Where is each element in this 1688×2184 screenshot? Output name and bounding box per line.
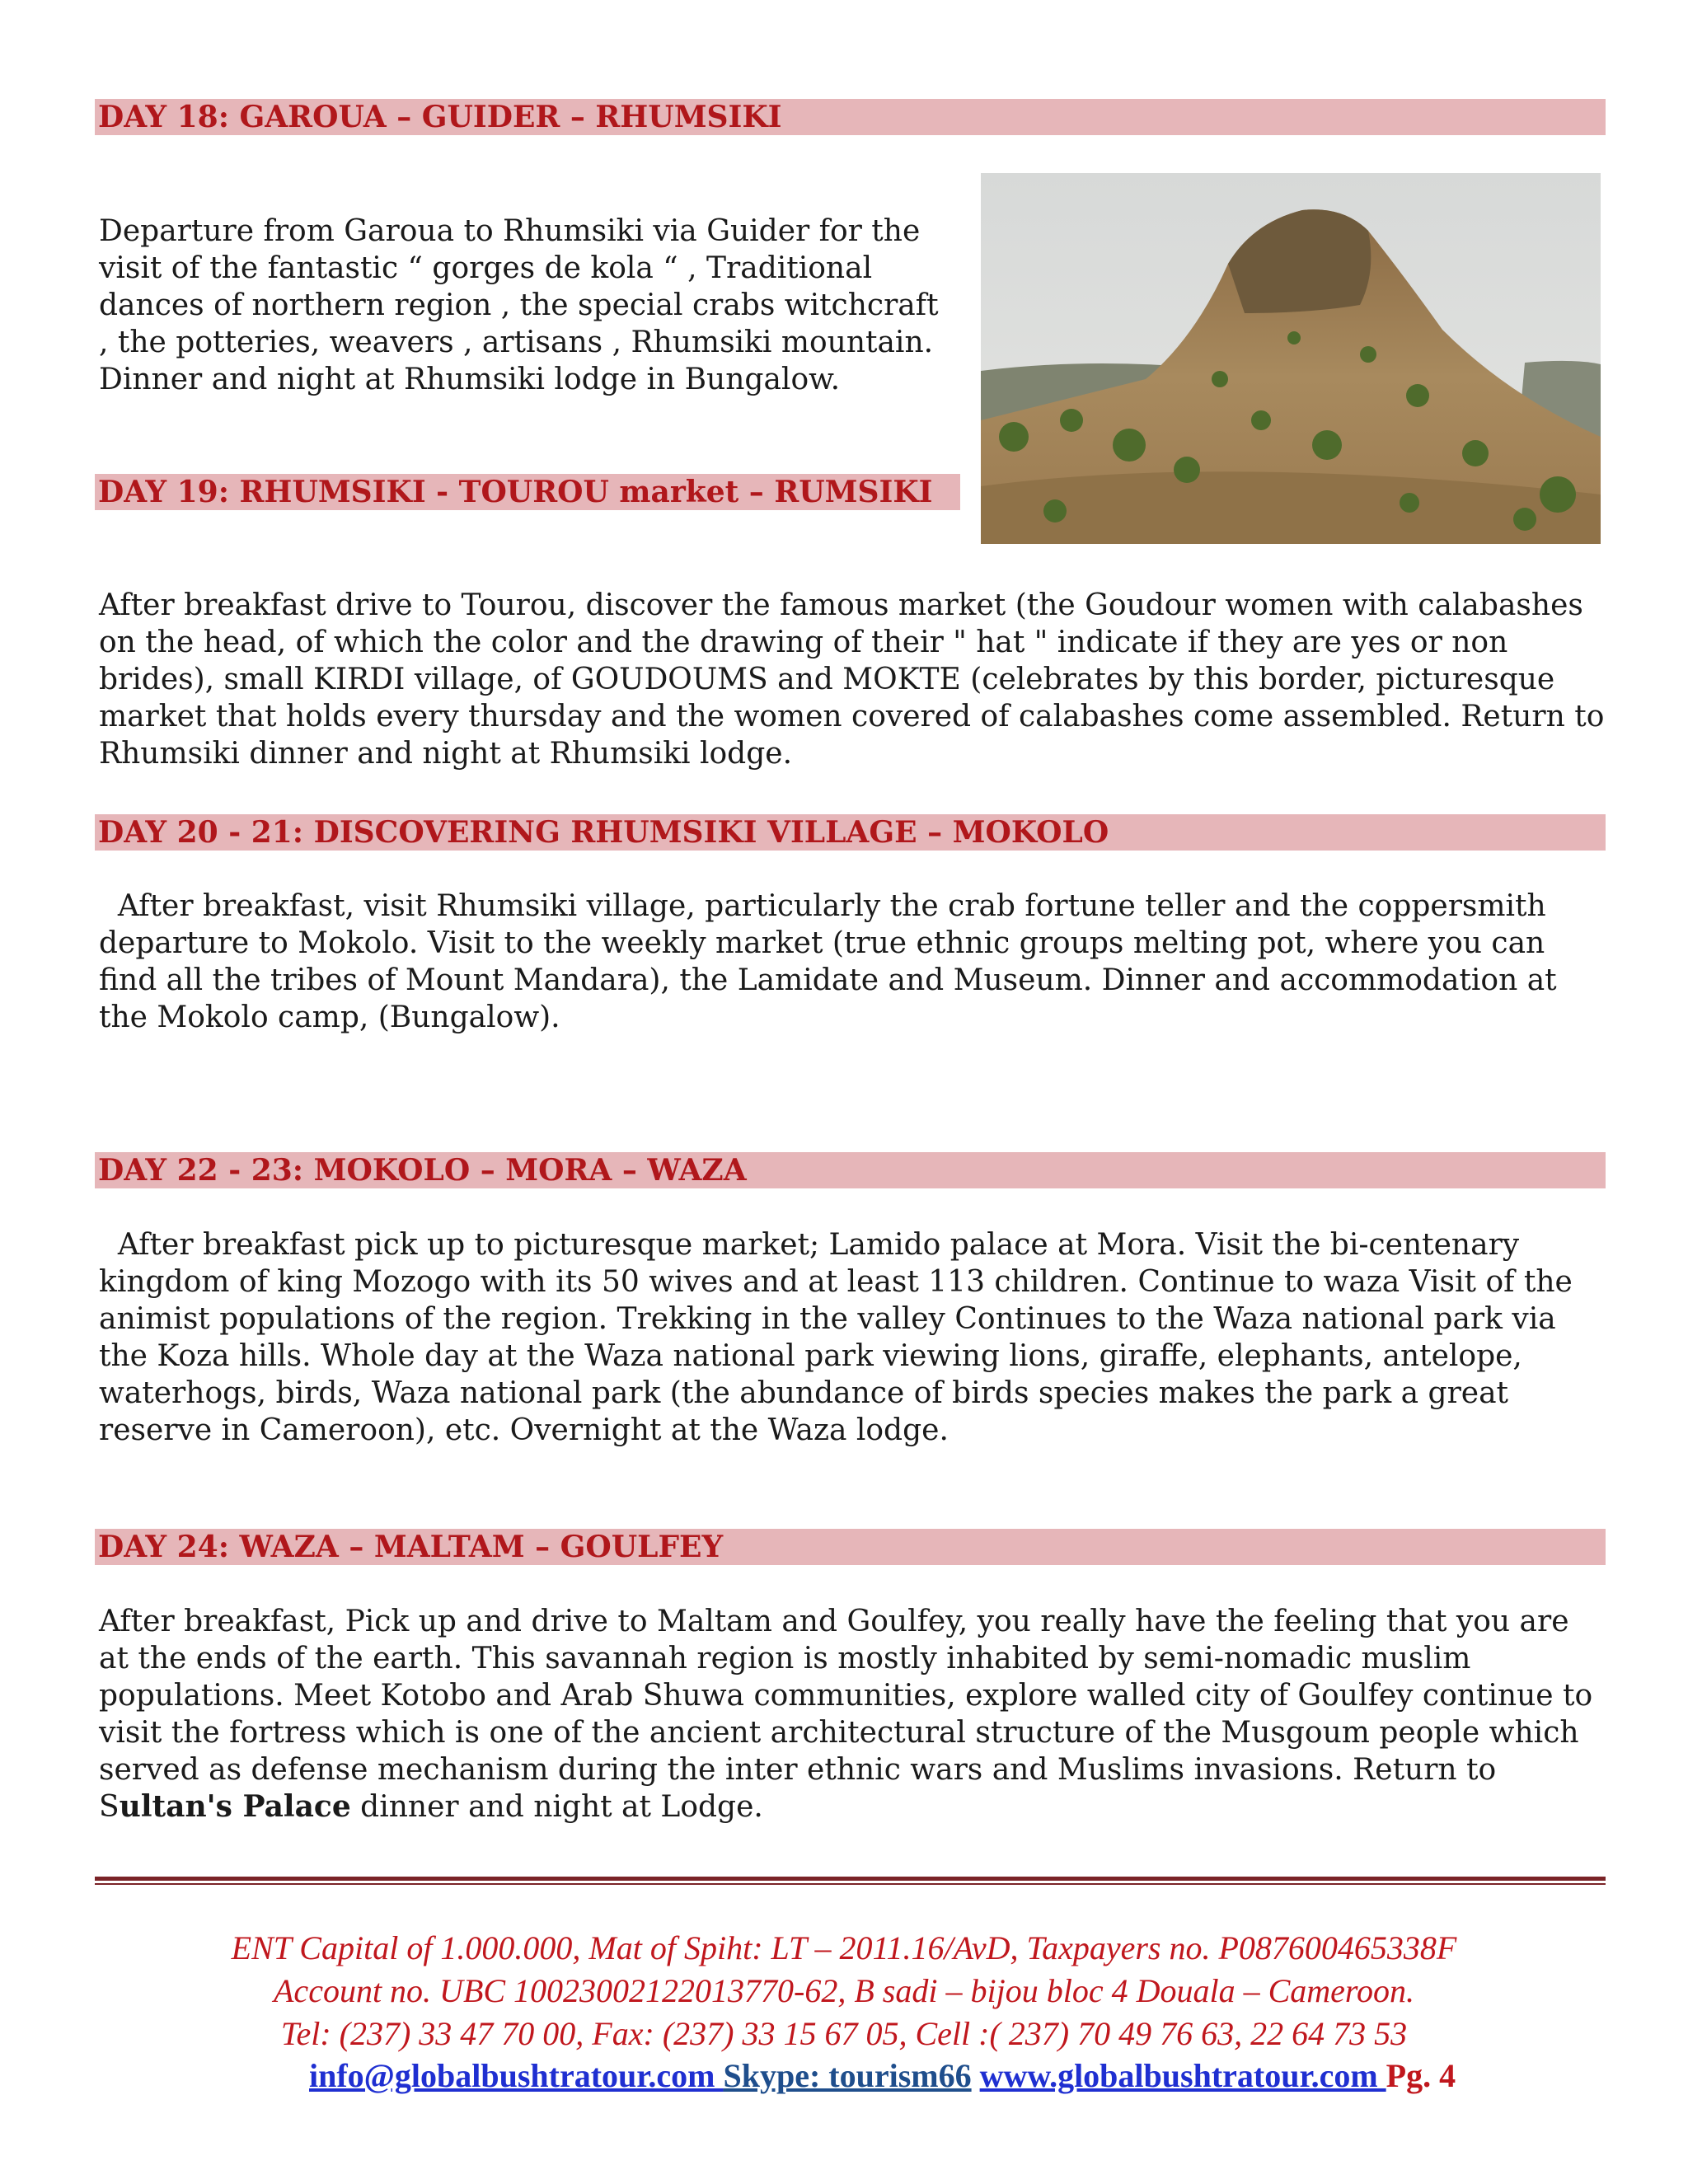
footer-rule-thin (95, 1883, 1606, 1885)
day19-heading: DAY 19: RHUMSIKI - TOUROU market – RUMSIKI (95, 474, 960, 510)
sultans-palace-bold: ultan's Palace (119, 1789, 351, 1824)
footer-company-info: ENT Capital of 1.000.000, Mat of Spiht: LT – 2011.16/AvD, Taxpayers no. P087600465338F (231, 1929, 1457, 1966)
day19-text: After breakfast drive to Tourou, discover the famous market (the Goudour women with calabashes on the head, of which the color and the drawing of their " hat " indicate if they are yes or non brides), small KIRDI village, of GOUDOUMS and MOKTE (celebrates by this border, picturesque market that holds every thursday and the women covered of calabashes come assembled. Return to Rhumsiki dinner and night at Rhumsiki lodge. (99, 588, 1605, 771)
skype-link[interactable]: Skype: tourism66 (723, 2057, 972, 2094)
footer-rule (95, 1877, 1606, 1881)
footer-account-info: Account no. UBC 10023002122013770-62, B sadi – bijou bloc 4 Douala – Cameroon. (274, 1972, 1414, 2009)
day18-text: Departure from Garoua to Rhumsiki via Guider for the visit of the fantastic “ gorges de kola “ , Traditional dances of northern region , the special crabs witchcraft , the potteries, weavers , artisans , Rhumsiki mountain. Dinner and night at Rhumsiki lodge in Bungalow. (99, 214, 939, 396)
email-link[interactable]: info@globalbushtratour.com (309, 2057, 724, 2094)
footer-contact-line (309, 2056, 1456, 2095)
day18-heading: DAY 18: GAROUA – GUIDER – RHUMSIKI (95, 99, 1606, 135)
website-link[interactable]: www.globalbushtratour.com (979, 2057, 1386, 2094)
day24-heading: DAY 24: WAZA – MALTAM – GOULFEY (95, 1529, 1606, 1565)
hill-photo (981, 173, 1601, 544)
footer-phone-info: Tel: (237) 33 47 70 00, Fax: (237) 33 15 67 05, Cell :( 237) 70 49 76 63, 22 64 73 53 (280, 2015, 1408, 2052)
day20-heading: DAY 20 - 21: DISCOVERING RHUMSIKI VILLAGE – MOKOLO (95, 814, 1606, 851)
day24-text: After breakfast, Pick up and drive to Maltam and Goulfey, you really have the feeling that you are at the ends of the earth. This savannah region is mostly inhabited by semi-nomadic muslim populations. Meet Kotobo and Arab Shuwa communities, explore walled city of Goulfey continue to visit the fortress which is one of the ancient architectural structure of the Musgoum people which served as defense mechanism during the inter ethnic wars and Muslims invasions. Return to Sultan's Palace dinner and night at Lodge. (99, 1605, 1593, 1824)
page-number: Pg. 4 (1386, 2057, 1456, 2094)
day22-text: After breakfast pick up to picturesque market; Lamido palace at Mora. Visit the bi-centenary kingdom of king Mozogo with its 50 wives and at least 113 children. Continue to waza Visit of the animist populations of the region. Trekking in the valley Continues to the Waza national park via the Koza hills. Whole day at the Waza national park viewing lions, giraffe, elephants, antelope, waterhogs, birds, Waza national park (the abundance of birds species makes the park a great reserve in Cameroon), etc. Overnight at the Waza lodge. (99, 1228, 1582, 1447)
day22-heading: DAY 22 - 23: MOKOLO – MORA – WAZA (95, 1152, 1606, 1188)
day20-text: After breakfast, visit Rhumsiki village, particularly the crab fortune teller and the coppersmith departure to Mokolo. Visit to the weekly market (true ethnic groups melting pot, where you can find all the tribes of Mount Mandara), the Lamidate and Museum. Dinner and accommodation at the Mokolo camp, (Bungalow). (99, 889, 1567, 1034)
